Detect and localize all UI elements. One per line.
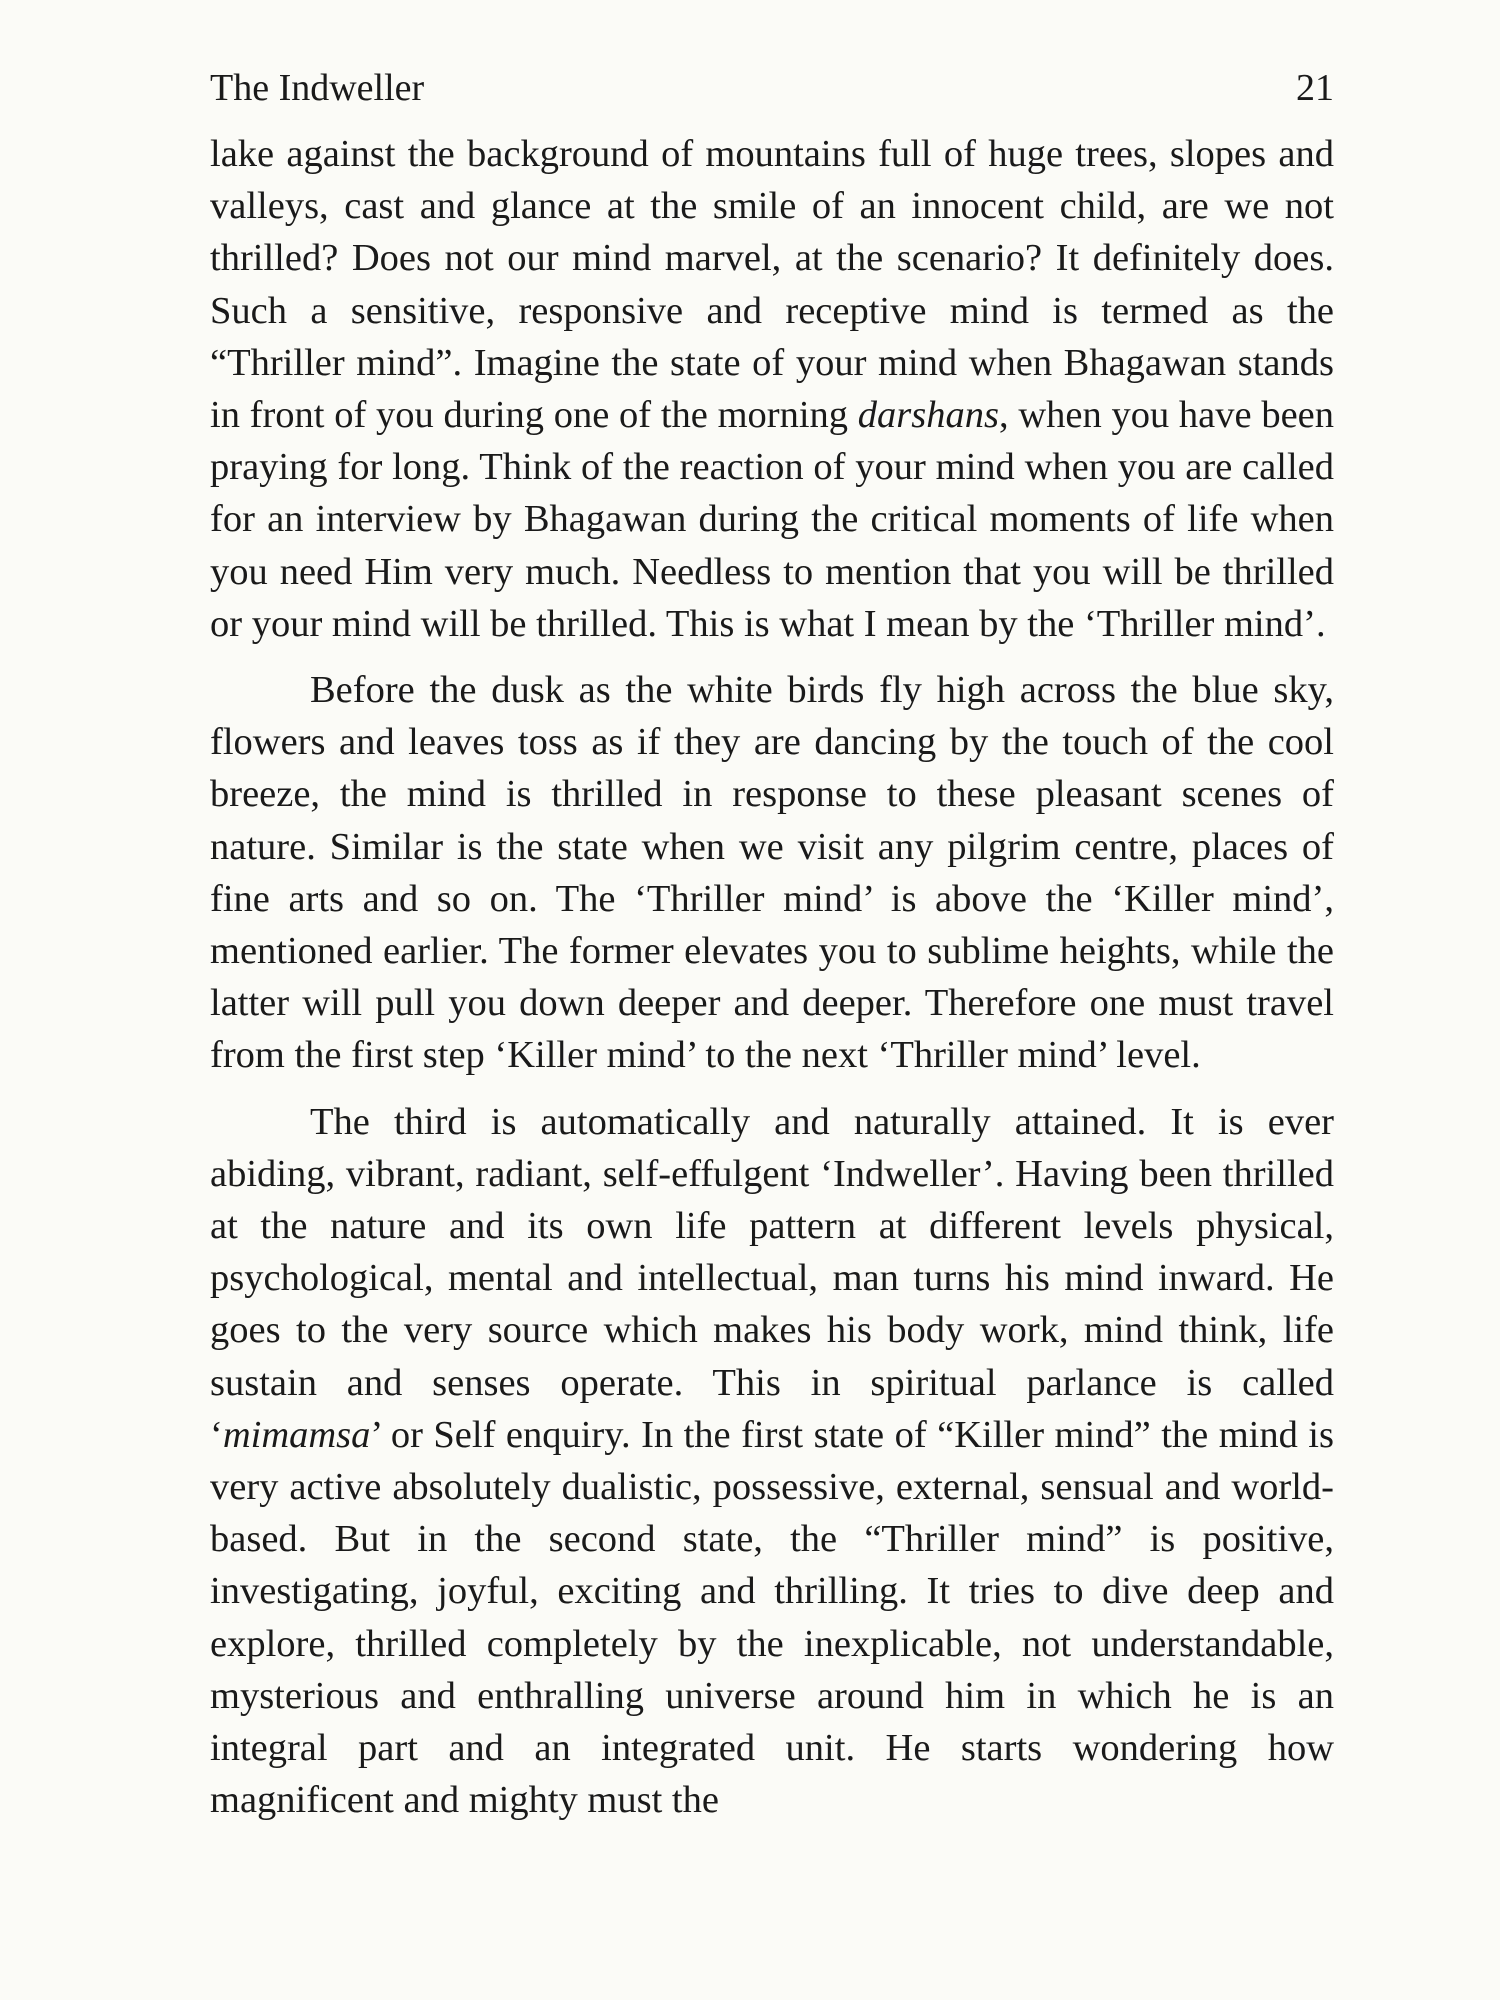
book-page xyxy=(210,62,1334,1841)
paragraph-2 xyxy=(210,664,1334,1082)
italic-term: mimamsa xyxy=(222,1413,371,1456)
paragraph-1 xyxy=(210,128,1334,650)
running-header xyxy=(210,62,1334,114)
paragraph-3 xyxy=(210,1096,1334,1827)
text-run: The third is automatically and naturally attained. It is ever abiding, vibrant, radiant, self-effulgent ‘Indweller’. Having been thrilled at the nature and its own life pattern at different levels physical, psychological, mental and intellectual, man turns his mind inward. He goes to the very source which makes his body work, mind think, life sustain and senses operate. This in spiritual parlance is called ‘ xyxy=(210,1100,1334,1456)
chapter-title: The Indweller xyxy=(210,67,425,109)
body-text xyxy=(210,128,1334,1827)
text-run: lake against the background of mountains full of huge trees, slopes and valleys, cast and glance at the smile of an innocent child, are we not thrilled? Does not our mind marvel, at the scenario? It definitely does. Such a sensitive, responsive and receptive mind is termed as the “Thriller mind”. Imagine the state of your mind when Bhagawan stands in front of you during one of the morning xyxy=(210,133,1334,437)
italic-term: darshans xyxy=(857,394,999,437)
page-number: 21 xyxy=(1296,67,1334,109)
text-run: Before the dusk as the white birds fly high across the blue sky, flowers and leaves toss as if they are dancing by the touch of the cool breeze, the mind is thrilled in response to these pleasant scenes of nature. Similar is the state when we visit any pilgrim centre, places of fine arts and so on. The ‘Thriller mind’ is above the ‘Killer mind’, mentioned earlier. The former elevates you to sublime heights, while the latter will pull you down deeper and deeper. Therefore one must travel from the first step ‘Killer mind’ to the next ‘Thriller mind’ level. xyxy=(210,669,1334,1077)
text-run: ’ or Self enquiry. In the first state of “Killer mind” the mind is very active absolutely dualistic, possessive, external, sensual and world-based. But in the second state, the “Thriller mind” is positive, investigating, joyful, exciting and thrilling. It tries to dive deep and explore, thrilled completely by the inexplicable, not understandable, mysterious and enthralling universe around him in which he is an integral part and an integrated unit. He starts wondering how magnificent and mighty must the xyxy=(210,1413,1334,1822)
text-run: , when you have been praying for long. Think of the reaction of your mind when you are called for an interview by Bhagawan during the critical moments of life when you need Him very much. Needless to mention that you will be thrilled or your mind will be thrilled. This is what I mean by the ‘Thriller mind’. xyxy=(210,394,1335,645)
